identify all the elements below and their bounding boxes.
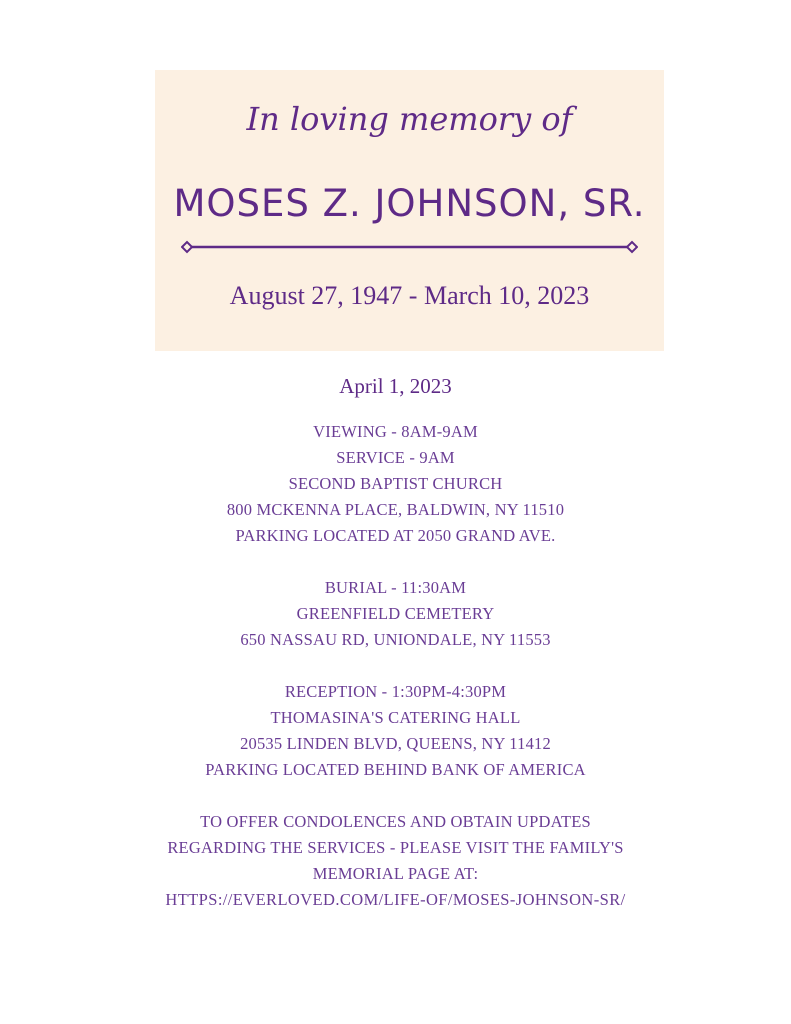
burial-block <box>0 575 791 653</box>
reception-parking: PARKING LOCATED BEHIND BANK OF AMERICA <box>205 760 586 779</box>
reception-address: 20535 LINDEN BLVD, QUEENS, NY 11412 <box>240 734 551 753</box>
reception-block <box>0 679 791 783</box>
reception-time: RECEPTION - 1:30PM-4:30PM <box>284 682 507 701</box>
cemetery-name: GREENFIELD CEMETERY <box>296 604 495 623</box>
memorial-page-url: HTTPS://EVERLOVED.COM/LIFE-OF/MOSES-JOHNSON-SR/ <box>165 890 626 909</box>
viewing-service-block <box>0 419 791 549</box>
service-time: SERVICE - 9AM <box>336 448 455 467</box>
service-date: April 1, 2023 <box>339 374 452 398</box>
viewing-time: VIEWING - 8AM-9AM <box>313 422 478 441</box>
reception-venue: THOMASINA'S CATERING HALL <box>270 708 521 727</box>
ornamental-divider <box>181 240 638 254</box>
condolences-line-1: TO OFFER CONDOLENCES AND OBTAIN UPDATES <box>200 812 591 831</box>
condolences-line-2: REGARDING THE SERVICES - PLEASE VISIT THE FAMILY'S <box>167 838 624 857</box>
church-name: SECOND BAPTIST CHURCH <box>288 474 503 493</box>
memory-line: In loving memory of <box>246 100 573 138</box>
church-address: 800 MCKENNA PLACE, BALDWIN, NY 11510 <box>226 500 565 519</box>
burial-time: BURIAL - 11:30AM <box>324 578 467 597</box>
life-dates: August 27, 1947 - March 10, 2023 <box>229 281 590 310</box>
condolences-line-3: MEMORIAL PAGE AT: <box>312 864 479 883</box>
deceased-name: MOSES Z. JOHNSON, SR. <box>173 182 646 225</box>
condolences-block <box>0 809 791 913</box>
church-parking: PARKING LOCATED AT 2050 GRAND AVE. <box>235 526 556 545</box>
cemetery-address: 650 NASSAU RD, UNIONDALE, NY 11553 <box>240 630 551 649</box>
memorial-header-panel <box>155 70 664 351</box>
